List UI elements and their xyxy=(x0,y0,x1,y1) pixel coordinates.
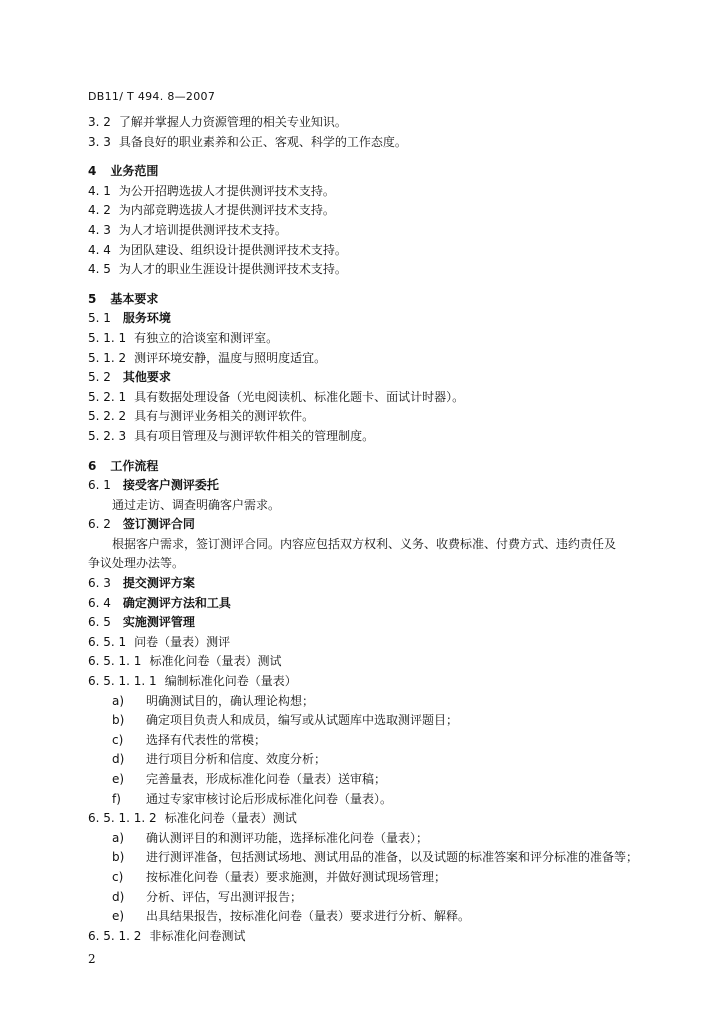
clause-number: f) xyxy=(112,791,121,806)
section-heading xyxy=(88,162,678,182)
clause-text: 服务环境 xyxy=(122,311,171,326)
clause-text: 出具结果报告，按标准化问卷（量表）要求进行分析、解释。 xyxy=(146,909,471,924)
clause-text: 为公开招聘选拔人才提供测评技术支持。 xyxy=(118,183,335,198)
clause-number: 6. 2 xyxy=(88,517,111,532)
clause-text: 有独立的洽谈室和测评室。 xyxy=(134,330,279,345)
list-item xyxy=(88,888,678,908)
list-item xyxy=(88,711,678,731)
list-item xyxy=(88,790,678,810)
clause-text: 标准化问卷（量表）测试 xyxy=(149,654,282,669)
clause-text: 实施测评管理 xyxy=(122,615,195,630)
clause-text: 争议处理办法等。 xyxy=(88,556,185,571)
clause-number: d) xyxy=(112,889,125,904)
clause-text: 接受客户测评委托 xyxy=(122,478,219,493)
clause-text: 根据客户需求，签订测评合同。内容应包括双方权利、义务、收费标准、付费方式、违约责任及 xyxy=(112,536,617,551)
clause-text: 为内部竞聘选拔人才提供测评技术支持。 xyxy=(118,203,335,218)
list-item xyxy=(88,848,678,868)
clause-item xyxy=(88,201,678,221)
section-heading xyxy=(88,290,678,310)
clause-number: d) xyxy=(112,752,125,767)
paragraph-continuation xyxy=(88,554,678,574)
clause-item xyxy=(88,349,678,369)
clause-item xyxy=(88,809,678,829)
list-item xyxy=(88,907,678,927)
clause-number: c) xyxy=(112,732,124,747)
clause-item xyxy=(88,241,678,261)
clause-number: 5. 1. 2 xyxy=(88,350,127,365)
clause-text: 了解并掌握人力资源管理的相关专业知识。 xyxy=(118,115,347,129)
clause-number: 6. 4 xyxy=(88,595,111,610)
section-spacer xyxy=(88,447,678,457)
clause-text: 具有项目管理及与测评软件相关的管理制度。 xyxy=(134,428,375,443)
clause-text: 提交测评方案 xyxy=(122,576,195,591)
clause-number: 5. 2. 2 xyxy=(88,409,127,424)
list-item xyxy=(88,868,678,888)
subsection-heading xyxy=(88,476,678,496)
clause-item xyxy=(88,427,678,447)
clause-item xyxy=(88,388,678,408)
paragraph-line xyxy=(88,535,678,555)
clause-text: 确认测评目的和测评功能，选择标准化问卷（量表）； xyxy=(146,830,429,845)
clause-text: 选择有代表性的常模； xyxy=(146,732,267,747)
clause-text: 基本要求 xyxy=(110,291,159,306)
clause-text: 为团队建设、组织设计提供测评技术支持。 xyxy=(118,242,347,257)
clause-text: 分析、评估，写出测评报告； xyxy=(146,889,303,904)
clause-number: 5. 1. 1 xyxy=(88,330,127,345)
clause-item xyxy=(88,633,678,653)
clause-number: 4. 2 xyxy=(88,203,111,218)
list-item xyxy=(88,692,678,712)
page-number: 2 xyxy=(88,952,96,966)
clause-number: 4. 1 xyxy=(88,183,111,198)
clause-number: a) xyxy=(112,693,125,708)
clause-item xyxy=(88,113,678,133)
clause-number: b) xyxy=(112,713,125,728)
clause-text: 具有与测评业务相关的测评软件。 xyxy=(134,409,315,424)
clause-item xyxy=(88,182,678,202)
clause-number: 4. 5 xyxy=(88,262,111,277)
clause-number: c) xyxy=(112,869,124,884)
clause-number: 4. 4 xyxy=(88,242,111,257)
clause-item xyxy=(88,407,678,427)
clause-number: 3. 3 xyxy=(88,134,111,149)
clause-number: 6. 5. 1. 2 xyxy=(88,928,142,943)
clause-number: 6. 5 xyxy=(88,615,111,630)
clause-number: 5. 2 xyxy=(88,370,111,385)
clause-item xyxy=(88,927,678,947)
clause-number: 4 xyxy=(88,164,97,179)
clause-text: 编制标准化问卷（量表） xyxy=(164,674,297,689)
clause-text: 完善量表，形成标准化问卷（量表）送审稿； xyxy=(146,772,387,786)
subsection-heading xyxy=(88,368,678,388)
clause-number: 5. 2. 1 xyxy=(88,389,127,404)
clause-text: 其他要求 xyxy=(122,370,171,385)
clause-item xyxy=(88,133,678,153)
clause-text: 确定测评方法和工具 xyxy=(122,595,231,610)
clause-text: 业务范围 xyxy=(110,164,159,179)
section-spacer xyxy=(88,280,678,290)
clause-number: e) xyxy=(112,772,125,786)
clause-text: 通过专家审核讨论后形成标准化问卷（量表）。 xyxy=(146,791,393,806)
clause-number: 6 xyxy=(88,458,97,473)
clause-number: 5. 2. 3 xyxy=(88,428,127,443)
section-heading xyxy=(88,457,678,477)
paragraph-line xyxy=(88,496,678,516)
clause-item xyxy=(88,329,678,349)
clause-number: 6. 5. 1. 1 xyxy=(88,654,142,669)
clause-number: 6. 5. 1. 1. 2 xyxy=(88,811,157,826)
clause-number: e) xyxy=(112,909,125,924)
clause-number: 6. 3 xyxy=(88,576,111,591)
subsection-heading xyxy=(88,515,678,535)
list-item xyxy=(88,770,678,790)
list-item xyxy=(88,750,678,770)
clause-item xyxy=(88,260,678,280)
clause-number: 5 xyxy=(88,291,97,306)
clause-text: 工作流程 xyxy=(110,458,159,473)
subsection-heading xyxy=(88,613,678,633)
standard-code-header: DB11/ T 494. 8—2007 xyxy=(88,90,216,103)
clause-item xyxy=(88,221,678,241)
clause-item xyxy=(88,652,678,672)
clause-text: 确定项目负责人和成员，编写或从试题库中选取测评题目； xyxy=(146,713,459,728)
subsection-heading xyxy=(88,594,678,614)
clause-number: b) xyxy=(112,850,125,865)
clause-text: 非标准化问卷测试 xyxy=(149,928,246,943)
clause-number: 4. 3 xyxy=(88,222,111,237)
clause-text: 问卷（量表）测评 xyxy=(134,634,231,649)
document-body xyxy=(88,113,678,946)
subsection-heading xyxy=(88,574,678,594)
clause-text: 具备良好的职业素养和公正、客观、科学的工作态度。 xyxy=(118,134,407,149)
clause-text: 测评环境安静，温度与照明度适宜。 xyxy=(134,350,327,365)
clause-text: 签订测评合同 xyxy=(122,517,195,532)
clause-number: 3. 2 xyxy=(88,115,111,129)
clause-text: 标准化问卷（量表）测试 xyxy=(164,811,297,826)
clause-text: 进行测评准备，包括测试场地、测试用品的准备，以及试题的标准答案和评分标准的准备等； xyxy=(146,850,639,865)
clause-number: 6. 5. 1. 1. 1 xyxy=(88,674,157,689)
clause-text: 明确测试目的，确认理论构想； xyxy=(146,693,315,708)
subsection-heading xyxy=(88,309,678,329)
clause-text: 进行项目分析和信度、效度分析； xyxy=(146,752,327,767)
clause-number: 6. 1 xyxy=(88,478,111,493)
section-spacer xyxy=(88,152,678,162)
list-item xyxy=(88,829,678,849)
clause-text: 为人才培训提供测评技术支持。 xyxy=(118,222,287,237)
clause-item xyxy=(88,672,678,692)
clause-number: 5. 1 xyxy=(88,311,111,326)
clause-number: a) xyxy=(112,830,125,845)
clause-text: 为人才的职业生涯设计提供测评技术支持。 xyxy=(118,262,347,277)
clause-number: 6. 5. 1 xyxy=(88,634,127,649)
list-item xyxy=(88,731,678,751)
clause-text: 具有数据处理设备（光电阅读机、标准化题卡、面试计时器）。 xyxy=(134,389,465,404)
clause-text: 通过走访、调查明确客户需求。 xyxy=(112,497,281,512)
clause-text: 按标准化问卷（量表）要求施测，并做好测试现场管理； xyxy=(146,869,447,884)
